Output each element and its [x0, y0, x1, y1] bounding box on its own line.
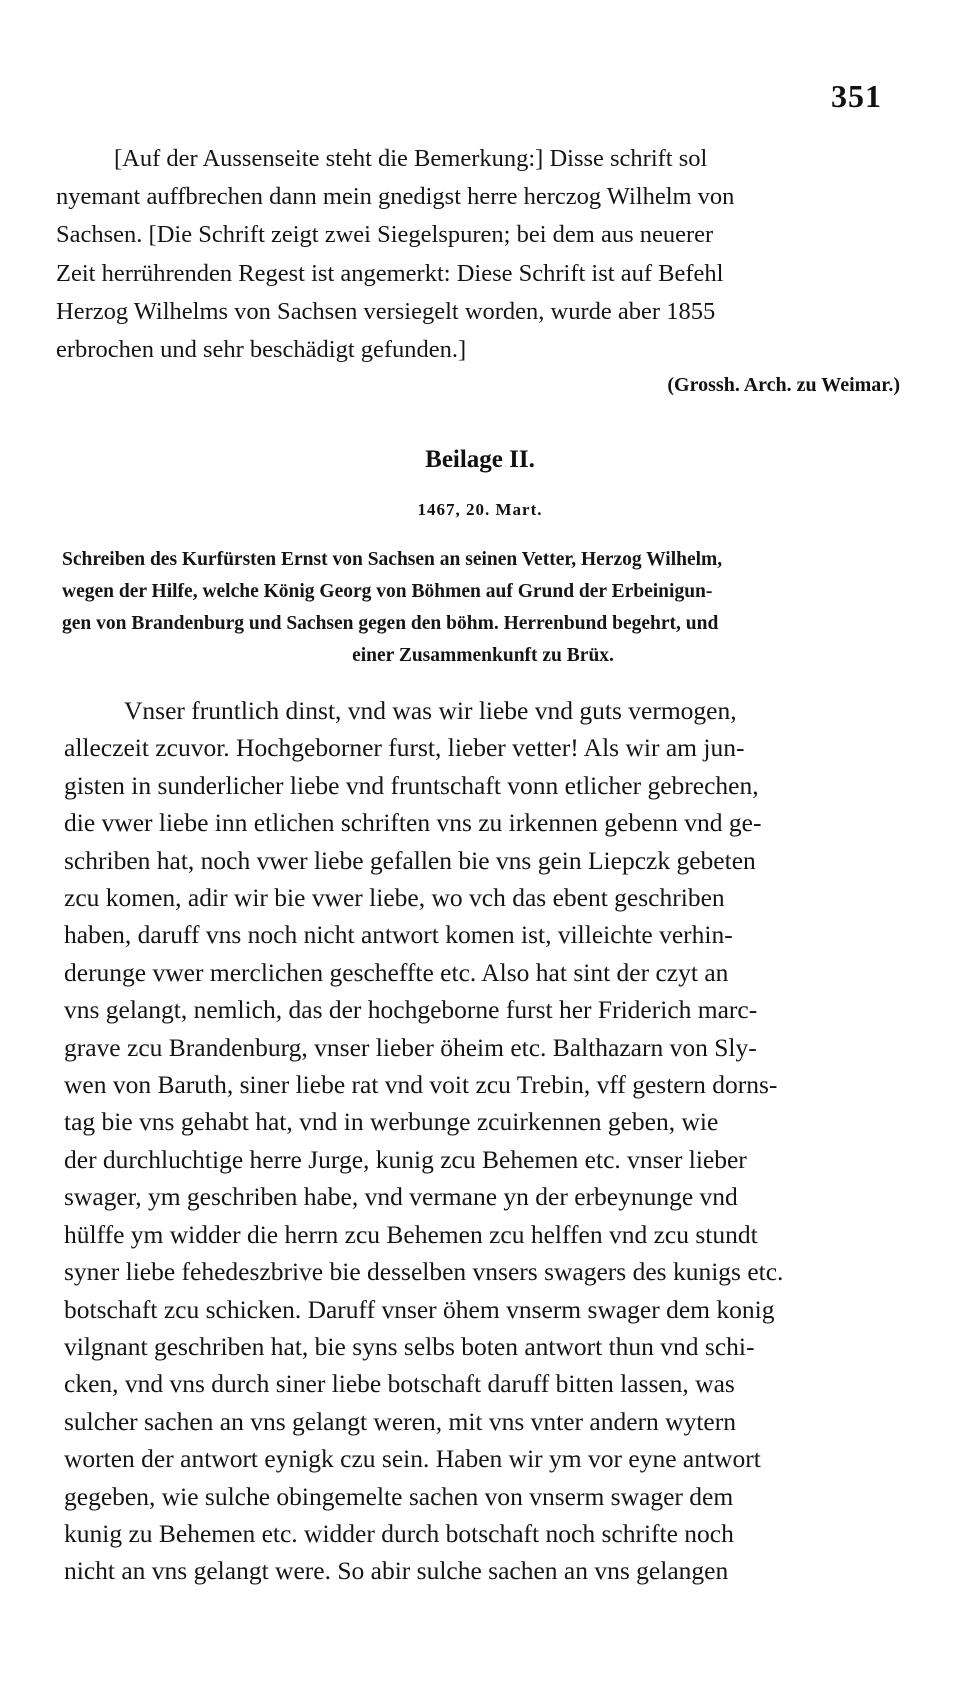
- body-line: wen von Baruth, siner liebe rat vnd voit zcu Trebin, vff gestern dorns-: [64, 1070, 778, 1100]
- body-line: gegeben, wie sulche obingemelte sachen von vnserm swager dem: [64, 1481, 734, 1511]
- intro-paragraph: [56, 140, 906, 369]
- summary-paragraph: [62, 544, 904, 672]
- body-line: botschaft zcu schicken. Daruff vnser öhem vnserm swager dem konig: [64, 1294, 775, 1324]
- intro-line: Zeit herrührenden Regest ist angemerkt: Diese Schrift ist auf Befehl: [56, 259, 724, 287]
- page-number: 351: [831, 78, 882, 114]
- summary-line: einer Zusammenkunft zu Brüx.: [352, 645, 614, 666]
- body-line: nicht an vns gelangt were. So abir sulche sachen an vns gelangen: [64, 1556, 729, 1586]
- body-line: kunig zu Behemen etc. widder durch botschaft noch schrifte noch: [64, 1518, 734, 1548]
- intro-line: Sachsen. [Die Schrift zeigt zwei Siegelspuren; bei dem aus neuerer: [56, 221, 714, 249]
- intro-line: [Auf der Aussenseite steht die Bemerkung:] Disse schrift sol: [114, 145, 708, 172]
- body-line: haben, daruff vns noch nicht antwort komen ist, villeichte verhin-: [64, 920, 733, 950]
- body-line: hülffe ym widder die herrn zcu Behemen zcu helffen vnd zcu stundt: [64, 1219, 758, 1249]
- body-line: cken, vnd vns durch siner liebe botschaft daruff bitten lassen, was: [64, 1369, 735, 1399]
- body-line: vns gelangt, nemlich, das der hochgeborne furst her Friderich marc-: [64, 995, 758, 1025]
- summary-line: Schreiben des Kurfürsten Ernst von Sachsen an seinen Vetter, Herzog Wilhelm,: [62, 549, 723, 570]
- body-line: vilgnant geschriben hat, bie syns selbs boten antwort thun vnd schi-: [64, 1331, 755, 1361]
- body-line: zcu komen, adir wir bie vwer liebe, wo vch das ebent geschriben: [64, 883, 725, 913]
- body-line: alleczeit zcuvor. Hochgeborner furst, lieber vetter! Als wir am jun-: [64, 733, 745, 763]
- intro-line: Herzog Wilhelms von Sachsen versiegelt worden, wurde aber 1855: [56, 297, 716, 325]
- body-line: syner liebe fehedeszbrive bie desselben vnsers swagers des kunigs etc.: [64, 1257, 784, 1287]
- body-line: schriben hat, noch vwer liebe gefallen bie vns gein Liepczk gebeten: [64, 845, 756, 875]
- intro-line: nyemant auffbrechen dann mein gnedigst herre herczog Wilhelm von: [56, 183, 735, 211]
- body-line: Vnser fruntlich dinst, vnd was wir liebe vnd guts vermogen,: [124, 696, 737, 725]
- body-line: der durchluchtige herre Jurge, kunig zcu Behemen etc. vnser lieber: [64, 1144, 747, 1174]
- summary-line: gen von Brandenburg und Sachsen gegen den böhm. Herrenbund begehrt, und: [62, 613, 719, 634]
- letter-body: [64, 692, 910, 1590]
- body-line: swager, ym geschriben habe, vnd vermane yn der erbeynunge vnd: [64, 1182, 738, 1212]
- summary-line: wegen der Hilfe, welche König Georg von Böhmen auf Grund der Erbeinigun-: [62, 581, 713, 602]
- archive-source: (Grossh. Arch. zu Weimar.): [667, 374, 900, 396]
- section-heading: Beilage II.: [425, 446, 535, 473]
- body-line: grave zcu Brandenburg, vnser lieber öheim etc. Balthazarn von Sly-: [64, 1032, 757, 1062]
- body-line: gisten in sunderlicher liebe vnd fruntschaft vonn etlicher gebrechen,: [64, 770, 759, 800]
- body-line: tag bie vns gehabt hat, vnd in werbunge zcuirkennen geben, wie: [64, 1107, 719, 1137]
- body-line: die vwer liebe inn etlichen schriften vns zu irkennen gebenn vnd ge-: [64, 808, 762, 838]
- body-line: worten der antwort eynigk czu sein. Haben wir ym vor eyne antwort: [64, 1444, 761, 1474]
- document-date: 1467, 20. Mart.: [417, 500, 543, 519]
- body-line: derunge vwer merclichen gescheffte etc. Also hat sint der czyt an: [64, 957, 729, 987]
- intro-line: erbrochen und sehr beschädigt gefunden.]: [56, 336, 467, 364]
- body-line: sulcher sachen an vns gelangt weren, mit vns vnter andern wytern: [64, 1406, 736, 1436]
